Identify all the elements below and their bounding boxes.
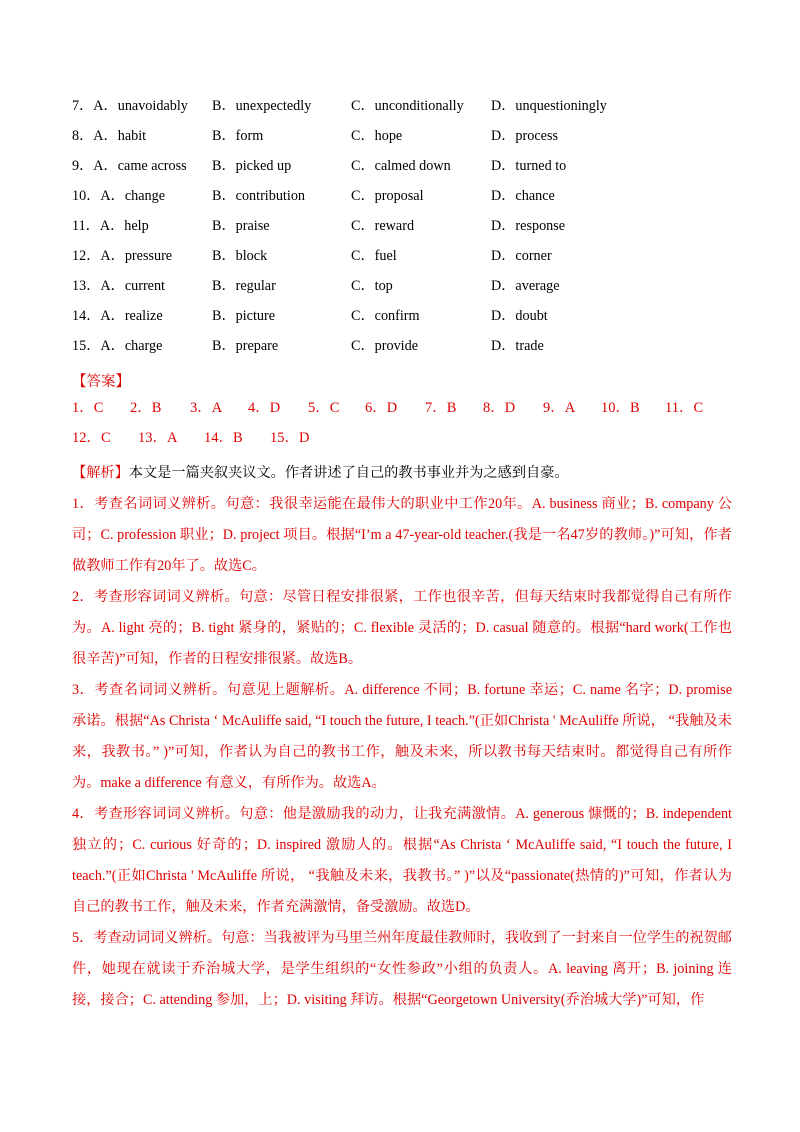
option-d: D．chance xyxy=(491,188,555,204)
option-row xyxy=(72,245,732,275)
answer-key-line-1 xyxy=(72,397,703,419)
option-d: D．turned to xyxy=(491,158,567,174)
option-a: A．realize xyxy=(100,308,163,324)
question-number-label: 8． xyxy=(72,128,94,144)
option-b: B．praise xyxy=(212,218,270,234)
option-b: B．picture xyxy=(212,308,276,324)
option-a: A．pressure xyxy=(100,248,173,264)
answer-key: 3．A xyxy=(190,400,223,416)
analysis-item: 2．考查形容词词义辨析。句意：尽管日程安排很紧，工作也很辛苦，但每天结束时我都觉得自己有所作为。A. light 亮的；B. tight 紧身的，紧贴的；C. flexible 灵活的；D. casual 随意的。根据“hard work(工作也很辛苦)”可知，作者的日程安排很紧。故选B。 xyxy=(72,589,732,667)
option-c: C．calmed down xyxy=(351,158,451,174)
option-a: A．unavoidably xyxy=(93,98,188,114)
option-c: C．fuel xyxy=(351,248,397,264)
option-d: D．doubt xyxy=(491,308,548,324)
option-row xyxy=(72,125,732,155)
answer-key: 13．A xyxy=(138,430,178,446)
question-number-label: 10． xyxy=(72,188,101,204)
option-d: D．average xyxy=(491,278,560,294)
answer-options-list xyxy=(72,95,732,365)
question-number xyxy=(72,155,187,177)
option-d: D．process xyxy=(491,128,558,144)
question-number-label: 7． xyxy=(72,98,94,114)
question-number-label: 9． xyxy=(72,158,94,174)
question-number xyxy=(72,275,165,297)
option-row xyxy=(72,275,732,305)
answer-key: 7．B xyxy=(425,400,457,416)
question-number xyxy=(72,185,165,207)
question-number-label: 14． xyxy=(72,308,101,324)
question-number xyxy=(72,305,163,327)
option-c: C．proposal xyxy=(351,188,424,204)
option-c: C．reward xyxy=(351,218,415,234)
option-d: D．trade xyxy=(491,338,544,354)
option-a: A．habit xyxy=(93,128,147,144)
analysis-section xyxy=(72,458,732,1016)
question-number xyxy=(72,95,188,117)
answer-key: 15．D xyxy=(270,430,310,446)
answer-key: 11．C xyxy=(665,400,704,416)
question-number xyxy=(72,335,162,357)
answer-key: 2．B xyxy=(130,400,162,416)
analysis-intro xyxy=(72,458,732,489)
option-c: C．top xyxy=(351,278,393,294)
option-a: A．current xyxy=(100,278,165,294)
option-a: A．help xyxy=(99,218,149,234)
option-b: B．contribution xyxy=(212,188,306,204)
option-b: B．picked up xyxy=(212,158,292,174)
option-b: B．regular xyxy=(212,278,276,294)
option-d: D．unquestioningly xyxy=(491,98,607,114)
question-number-label: 15． xyxy=(72,338,101,354)
option-c: C．unconditionally xyxy=(351,98,464,114)
answer-key: 6．D xyxy=(365,400,398,416)
question-number-label: 13． xyxy=(72,278,101,294)
option-row xyxy=(72,305,732,335)
answer-heading: 【答案】 xyxy=(72,374,130,390)
option-a: A．charge xyxy=(100,338,163,354)
option-c: C．provide xyxy=(351,338,418,354)
answer-key: 5．C xyxy=(308,400,340,416)
option-b: B．form xyxy=(212,128,264,144)
answer-key: 1．C xyxy=(72,400,104,416)
analysis-item: 4．考查形容词词义辨析。句意：他是激励我的动力，让我充满激情。A. generous 慷慨的；B. independent 独立的；C. curious 好奇的；D. inspired 激励人的。根据“As Christa ‘ McAuliffe said, “I touch the future, I teach.”(正如Christa ' McAuliffe 所说， “我触及未来，我教书。” )”以及“passionate(热情的)”可知，作者认为自己的教书工作，触及未来，作者充满激情，备受激励。故选D。 xyxy=(72,806,732,915)
answer-key: 10．B xyxy=(601,400,640,416)
option-d: D．response xyxy=(491,218,566,234)
analysis-heading: 【解析】 xyxy=(72,465,129,481)
option-c: C．confirm xyxy=(351,308,420,324)
question-number xyxy=(72,215,149,237)
answer-key: 12．C xyxy=(72,430,111,446)
option-row xyxy=(72,185,732,215)
analysis-intro-text: 本文是一篇夹叙夹议文。作者讲述了自己的教书事业并为之感到自豪。 xyxy=(128,465,569,481)
analysis-item: 3．考查名词词义辨析。句意见上题解析。A. difference 不同；B. fortune 幸运；C. name 名字；D. promise 承诺。根据“As Christa ‘ McAuliffe said, “I touch the future, I teach.”(正如Christa ' McAuliffe 所说， “我触及未来，我教书。” )”可知，作者认为自己的教书工作，触及未来，所以教书每天结束时。都觉得自己有所作为。make a difference 有意义，有所作为。故选A。 xyxy=(72,682,732,791)
answer-key: 4．D xyxy=(248,400,281,416)
option-row xyxy=(72,215,732,245)
question-number-label: 12． xyxy=(72,248,101,264)
analysis-item: 1．考查名词词义辨析。句意：我很幸运能在最伟大的职业中工作20年。A. business 商业；B. company 公司；C. profession 职业；D. project 项目。根据“I’m a 47-year-old teacher.(我是一名47岁的教师。)”可知，作者做教师工作有20年了。故选C。 xyxy=(72,496,732,574)
option-row xyxy=(72,95,732,125)
answer-key: 14．B xyxy=(204,430,243,446)
question-number xyxy=(72,125,146,147)
option-b: B．prepare xyxy=(212,338,279,354)
question-number-label: 11． xyxy=(72,218,100,234)
option-a: A．came across xyxy=(93,158,187,174)
question-number xyxy=(72,245,172,267)
option-c: C．hope xyxy=(351,128,403,144)
analysis-item: 5．考查动词词义辨析。句意：当我被评为马里兰州年度最佳教师时，我收到了一封来自一位学生的祝贺邮件，她现在就读于乔治城大学，是学生组织的“女性参政”小组的负责人。A. leaving 离开；B. joining 连接，接合；C. attending 参加，上；D. visiting 拜访。根据“Georgetown University(乔治城大学)”可知，作 xyxy=(72,930,732,1008)
option-b: B．unexpectedly xyxy=(212,98,312,114)
option-a: A．change xyxy=(100,188,165,204)
option-row xyxy=(72,335,732,365)
option-b: B．block xyxy=(212,248,268,264)
answer-key-line-2 xyxy=(72,427,309,449)
answer-key: 8．D xyxy=(483,400,516,416)
answer-key: 9．A xyxy=(543,400,576,416)
option-d: D．corner xyxy=(491,248,552,264)
option-row xyxy=(72,155,732,185)
